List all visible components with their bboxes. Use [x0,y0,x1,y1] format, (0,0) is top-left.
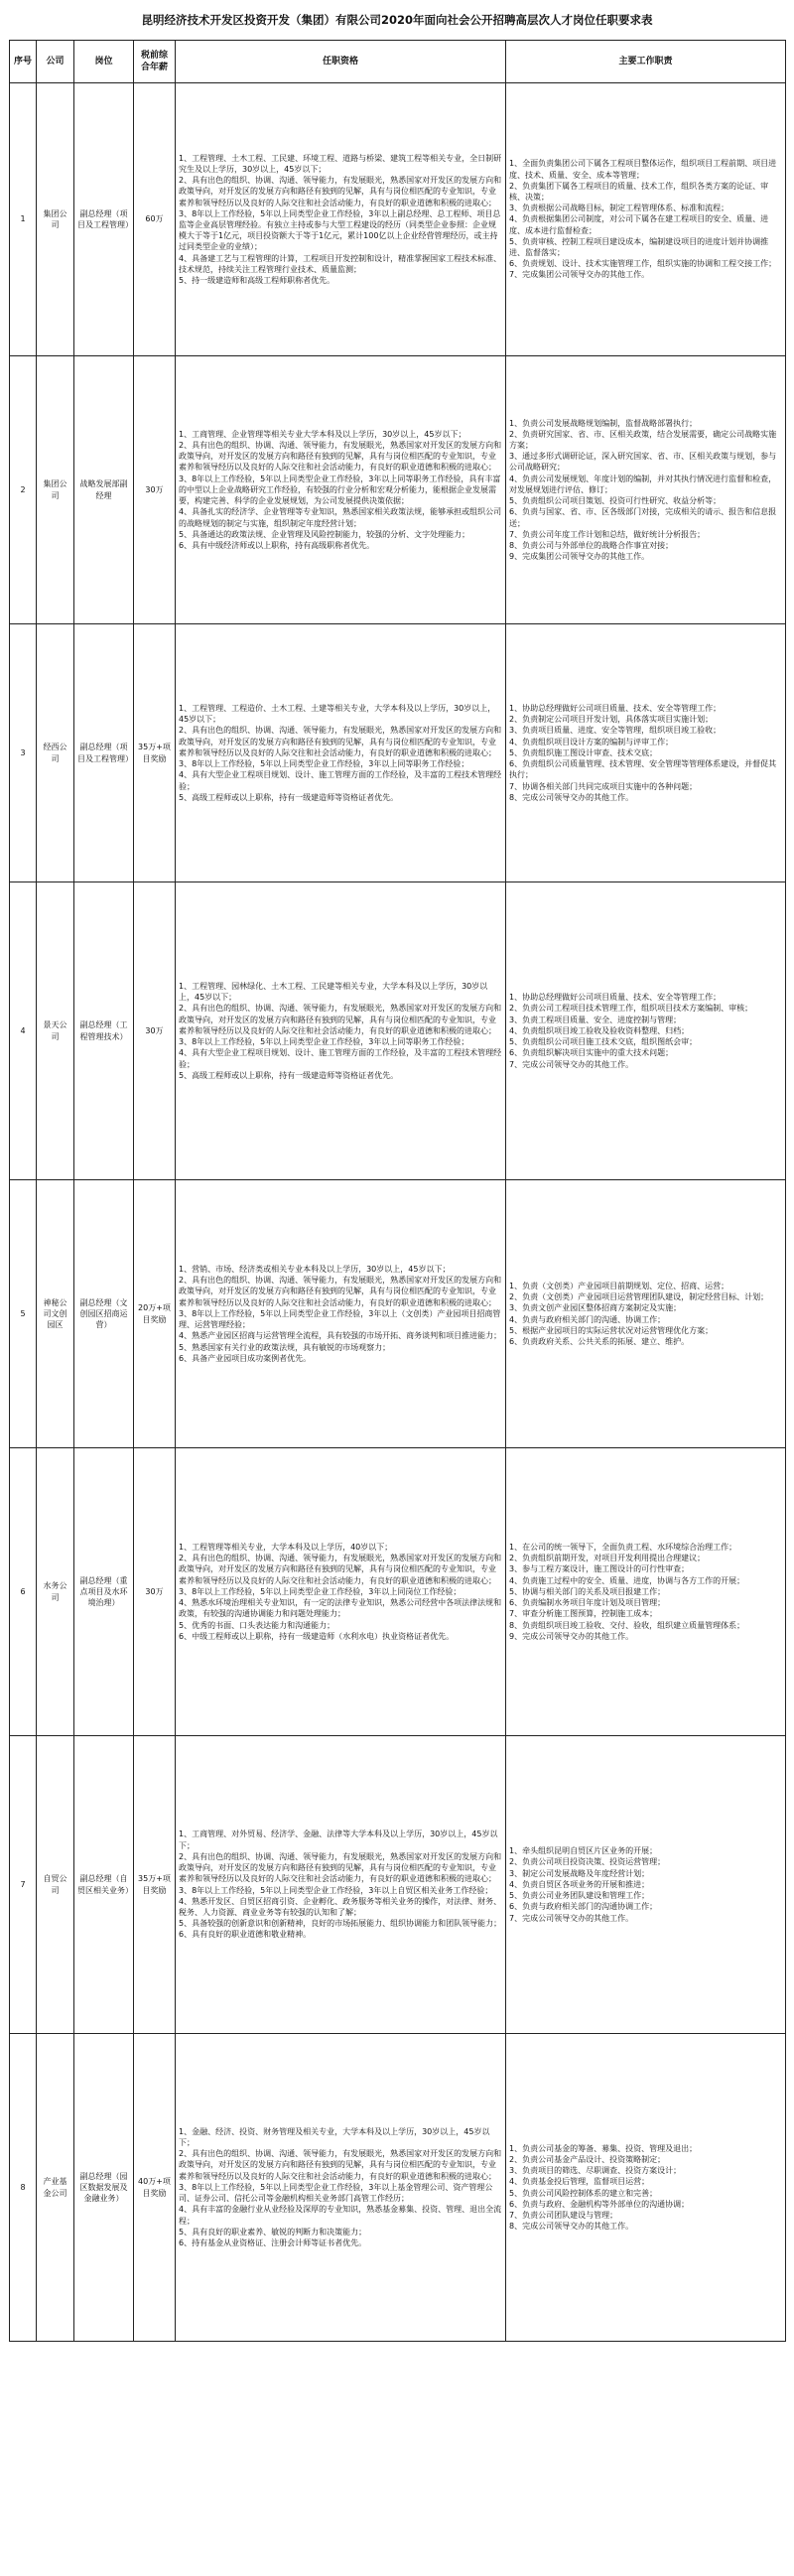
qualification-item: 6、具备产业园项目成功案例者优先。 [179,1353,312,1363]
duty-item: 5、负责公司业务团队建设和管理工作； [509,1891,650,1901]
qualification-item: 5、持一级建造师和高级工程师职称者优先。 [179,276,335,286]
table-body [10,83,786,2342]
qualification-item: 2、具有出色的组织、协调、沟通、领导能力，有发展眼光，熟悉国家对开发区的发展方向和政策导向，对开发区的发展方向和路径有独到的见解，具有与岗位相匹配的专业知识，专业素养和领导经历以及良好的人际交往和社会活动能力，有良好的职业道德和积极的进取心； [179,1004,502,1035]
qualification-item: 4、具有大型企业工程项目规划、设计、施工管理方面的工作经验，及丰富的工程技术管理经验； [179,1048,502,1069]
cell-no: 7 [10,1736,37,2034]
cell-duties [506,2034,786,2342]
duty-item: 1、负责公司发展战略规划编制，监督战略部署执行； [509,418,698,428]
cell-salary: 35万+项目奖励 [134,1736,176,2034]
qualification-item: 4、具备建工艺与工程管理的计算，工程项目开发控制和设计，精准掌握国家工程技术标准、技术规范，持续关注工程管理行业技术、质量监测； [179,253,502,274]
table-row [10,83,786,356]
qualification-item: 1、工程管理、土木工程、工民建、环境工程、道路与桥梁、建筑工程等相关专业，全日制研究生及以上学历，30岁以上，45岁以下； [179,153,502,174]
cell-company: 经西公司 [37,624,74,882]
cell-position: 副总经理（文创园区招商运营） [74,1180,134,1448]
qualification-item: 2、具有出色的组织、协调、沟通、领导能力，有发展眼光，熟悉国家对开发区的发展方向和政策导向，对开发区的发展方向和路径有独到的见解，具有与岗位相匹配的专业知识，专业素养和领导经历以及良好的人际交往和社会活动能力，有良好的职业道德和积极的进取心； [179,441,502,473]
table-row [10,356,786,624]
qualification-item: 4、熟悉水环境治理相关专业知识，有一定的法律专业知识，熟悉公司经营中各项法律法规和政策，有较强的沟通协调能力和问题处理能力； [179,1598,502,1619]
cell-qualifications [176,882,506,1180]
duty-item: 3、负责文创产业园区整体招商方案制定及实施； [509,1303,682,1313]
header-position: 岗位 [74,41,134,83]
qualification-item: 6、中级工程师或以上职称，持有一级建造师（水利水电）执业资格证者优先。 [179,1631,455,1641]
qualification-item: 5、优秀的书面、口头表达能力和沟通能力； [179,1620,335,1630]
cell-position: 副总经理（项目及工程管理） [74,83,134,356]
cell-salary: 60万 [134,83,176,356]
duty-item: 2、负责集团下属各工程项目的质量、技术工作，组织各类方案的论证、审核、决策； [509,181,769,202]
table-row [10,882,786,1180]
cell-qualifications [176,83,506,356]
cell-no: 6 [10,1448,37,1736]
duty-item: 3、制定公司发展战略及年度经营计划； [509,1868,650,1878]
cell-salary: 30万 [134,882,176,1180]
qualification-item: 3、8年以上工作经验，5年以上同类型企业工作经验，3年以上同等职务工作经验； [179,1037,469,1047]
qualification-item: 1、金融、经济、投资、财务管理及相关专业，大学本科及以上学历，30岁以上，45岁以下； [179,2126,490,2148]
duty-item: 1、协助总经理做好公司项目质量、技术、安全等管理工作； [509,704,722,714]
qualification-item: 5、具有良好的职业素养、敏锐的判断力和决策能力； [179,2227,367,2237]
duty-item: 5、根据产业园项目的实际运营状况对运营管理优化方案； [509,1325,714,1335]
cell-salary: 30万 [134,356,176,624]
header-qualifications: 任职资格 [176,41,506,83]
cell-position: 副总经理（工程管理技术） [74,882,134,1180]
cell-duties [506,882,786,1180]
cell-salary: 30万 [134,1448,176,1736]
qualification-item: 1、营销、市场、经济类或相关专业本科及以上学历，30岁以上，45岁以下； [179,1265,451,1275]
duty-item: 5、协调与相关部门的关系及项目报建工作； [509,1586,666,1596]
duty-item: 3、参与工程方案设计，施工图设计的可行性审查； [509,1564,690,1574]
qualification-item: 6、具有中级经济师或以上职称，持有高级职称者优先。 [179,540,375,550]
duty-item: 6、负责组织解决项目实施中的重大技术问题； [509,1048,674,1058]
qualification-item: 6、具有良好的职业道德和敬业精神。 [179,1930,312,1940]
table-row [10,2034,786,2342]
cell-company: 水务公司 [37,1448,74,1736]
duty-item: 3、负责项目质量、进度、安全等管理，组织项目竣工验收； [509,726,722,736]
cell-no: 4 [10,882,37,1180]
qualification-item: 2、具有出色的组织、协调、沟通、领导能力，有发展眼光，熟悉国家对开发区的发展方向和政策导向，对开发区的发展方向和路径有独到的见解，具有与岗位相匹配的专业知识，专业素养和领导经历以及良好的人际交往和社会活动能力，有良好的职业道德和积极的进取心； [179,726,502,757]
cell-position: 副总经理（重点项目及水环境治理） [74,1448,134,1736]
qualification-item: 2、具有出色的组织、协调、沟通、领导能力，有发展眼光，熟悉国家对开发区的发展方向和政策导向，对开发区的发展方向和路径有独到的见解，具有与岗位相匹配的专业知识，专业素养和领导经历以及良好的人际交往和社会活动能力，有良好的职业道德和积极的进取心； [179,2149,502,2181]
duty-item: 5、负责组织公司项目施工技术交底，组织图纸会审； [509,1037,698,1047]
duty-item: 1、负责（文创类）产业园项目前期规划、定位、招商、运营； [509,1281,729,1290]
duty-item: 2、负责公司基金产品设计、投资策略制定； [509,2154,666,2164]
duty-item: 5、负责公司风险控制体系的建立和完善； [509,2188,658,2198]
duty-item: 7、负责公司团队建设与管理； [509,2210,618,2220]
cell-salary: 20万+项目奖励 [134,1180,176,1448]
duty-item: 8、完成公司领导交办的其他工作。 [509,2222,634,2232]
duty-item: 2、负责（文创类）产业园项目运营管理团队建设，制定经营目标、计划； [509,1292,769,1302]
duty-item: 6、负责编制水务项目年度计划及项目管理； [509,1598,666,1608]
cell-company: 景天公司 [37,882,74,1180]
qualification-item: 5、具备通达的政策法规、企业管理及风险控制能力，较强的分析、文字处理能力； [179,529,470,539]
qualification-item: 3、8年以上工作经验，5年以上同类型企业工作经验，3年以上（文创类）产业园项目招商管理、运营管理经验； [179,1308,501,1330]
cell-company: 集团公司 [37,356,74,624]
cell-qualifications [176,1180,506,1448]
duty-item: 3、通过多形式调研论证，深入研究国家、省、市、区相关政策与规划，参与公司战略研究； [509,452,777,473]
cell-no: 3 [10,624,37,882]
duty-item: 2、负责组织前期开发，对项目开发利用提出合理建议； [509,1554,706,1563]
qualification-item: 3、8年以上工作经验，5年以上同类型企业工作经验，3年以上同等职务工作经验； [179,759,469,769]
duty-item: 4、负责施工过程中的安全、质量、进度，协调与各方工作的开展； [509,1575,745,1585]
duty-item: 6、负责组织公司质量管理、技术管理、安全管理等管理体系建设，并督促其执行； [509,759,777,780]
page-title: 昆明经济技术开发区投资开发（集团）有限公司2020年面向社会公开招聘高层次人才岗位任职要求表 [141,13,653,27]
duty-item: 1、协助总经理做好公司项目质量、技术、安全等管理工作； [509,993,722,1003]
cell-qualifications [176,624,506,882]
qualification-item: 1、工商管理、对外贸易、经济学、金融、法律等大学本科及以上学历，30岁以上，45岁以下； [179,1830,498,1850]
cell-position: 副总经理（项目及工程管理） [74,624,134,882]
qualification-item: 2、具有出色的组织、协调、沟通、领导能力，有发展眼光，熟悉国家对开发区的发展方向和政策导向，对开发区的发展方向和路径有独到的见解，具有与岗位相匹配的专业知识，专业素养和领导经历以及良好的人际交往和社会活动能力，有良好的职业道德和积极的进取心； [179,176,502,207]
duty-item: 8、负责公司与外部单位的战略合作事宜对接； [509,540,674,550]
duty-item: 4、负责与政府相关部门的沟通、协调工作； [509,1314,666,1324]
duty-item: 5、负责组织公司项目策划、投资可行性研究、收益分析等； [509,496,722,506]
requirements-table [9,40,786,2342]
cell-position: 副总经理（园区数据发展及金融业务） [74,2034,134,2342]
duty-item: 3、负责工程项目质量、安全、进度控制与管理； [509,1015,682,1024]
duty-item: 6、负责与政府、金融机构等外部单位的沟通协调； [509,2199,690,2209]
duty-item: 6、负责与政府相关部门的沟通协调工作； [509,1902,658,1912]
duty-item: 3、负责根据公司战略目标，制定工程管理体系、标准和流程； [509,203,729,213]
duty-item: 8、完成公司领导交办的其他工作。 [509,792,634,802]
duty-item: 3、负责项目的筛选、尽职调查、投资方案设计； [509,2166,682,2176]
duty-item: 1、牵头组织昆明自贸区片区业务的开展； [509,1846,658,1856]
cell-duties [506,83,786,356]
qualification-item: 3、8年以上工作经验，5年以上同类型企业工作经验，3年以上自贸区相关业务工作经验； [179,1885,493,1895]
table-row [10,1448,786,1736]
duty-item: 5、负责组织施工图设计审查、技术交底； [509,747,658,757]
cell-salary: 40万+项目奖励 [134,2034,176,2342]
duty-item: 7、完成集团公司领导交办的其他工作。 [509,270,650,280]
qualification-item: 1、工程管理等相关专业，大学本科及以上学历，40岁以下； [179,1543,393,1553]
qualification-item: 2、具有出色的组织、协调、沟通、领导能力，有发展眼光，熟悉国家对开发区的发展方向和政策导向，对开发区的发展方向和路径有独到的见解，具有与岗位相匹配的专业知识，专业素养和领导经历以及良好的人际交往和社会活动能力，有良好的职业道德和积极的进取心； [179,1554,502,1585]
duty-item: 4、负责组织项目设计方案的编制与评审工作； [509,737,674,746]
cell-no: 5 [10,1180,37,1448]
cell-qualifications [176,1448,506,1736]
cell-duties [506,1448,786,1736]
header-duties: 主要工作职责 [506,41,786,83]
duty-item: 8、负责组织项目竣工验收、交付、验收，组织建立质量管理体系； [509,1620,745,1630]
header-salary: 税前综合年薪 [134,41,176,83]
qualification-item: 3、8年以上工作经验，5年以上同类型企业工作经验，3年以上同岗位工作经验； [179,1586,462,1596]
cell-duties [506,1180,786,1448]
table-row [10,1736,786,2034]
qualification-item: 5、高级工程师或以上职称，持有一级建造师等资格证者优先。 [179,792,399,802]
header-no: 序号 [10,41,37,83]
header-company: 公司 [37,41,74,83]
cell-no: 1 [10,83,37,356]
duty-item: 4、负责基金投后管理，监督项目运营； [509,2177,650,2187]
table-row [10,1180,786,1448]
duty-item: 6、负责与国家、省、市、区各级部门对接，完成相关的请示、报告和信息报送； [509,507,777,528]
cell-qualifications [176,1736,506,2034]
qualification-item: 3、8年以上工作经验，5年以上同类型企业工作经验，3年以上基金管理公司、资产管理公司、证券公司、信托公司等金融机构相关业务部门高管工作经历； [179,2182,493,2204]
cell-no: 8 [10,2034,37,2342]
duty-item: 4、负责自贸区各项业务的开展和推进； [509,1879,650,1889]
duty-item: 2、负责制定公司项目开发计划，具体落实项目实施计划； [509,715,714,725]
qualification-item: 2、具有出色的组织、协调、沟通、领导能力，有发展眼光，熟悉国家对开发区的发展方向和政策导向，对开发区的发展方向和路径有独到的见解，具有与岗位相匹配的专业知识，专业素养和领导经历以及良好的人际交往和社会活动能力，有良好的职业道德和积极的进取心； [179,1851,502,1884]
qualification-item: 2、具有出色的组织、协调、沟通、领导能力，有发展眼光，熟悉国家对开发区的发展方向和政策导向，对开发区的发展方向和路径有独到的见解，具有与岗位相匹配的专业知识，专业素养和领导经历以及良好的人际交往和社会活动能力，有良好的职业道德和积极的进取心； [179,1276,502,1307]
duty-item: 6、负责政府关系、公共关系的拓展、建立、维护。 [509,1336,690,1346]
cell-duties [506,624,786,882]
qualification-item: 3、8年以上工作经验，5年以上同类型企业工作经验，3年以上同等职务工作经验，具有丰富的中型以上企业战略研究工作经验，有较强的行业分析和宏观分析能力，能根据企业发展需要，构建完善、科学的企业发展规划，为公司发展提供决策依据； [179,474,501,506]
table-row [10,624,786,882]
qualification-item: 5、高级工程师或以上职称，持有一级建造师等资格证者优先。 [179,1070,399,1080]
qualification-item: 4、熟悉开发区、自贸区招商引资、企业孵化、政务服务等相关业务的操作，对法律、财务、税务、人力资源、商业业务等有较强的认知和了解； [179,1896,502,1917]
cell-company: 自贸公司 [37,1736,74,2034]
qualification-item: 1、工程管理、园林绿化、土木工程、工民建等相关专业，大学本科及以上学历，30岁以上，45岁以下； [179,982,488,1003]
cell-no: 2 [10,356,37,624]
duty-item: 4、负责组织项目竣工验收及验收资料整理、归档； [509,1025,690,1035]
cell-duties [506,356,786,624]
duty-item: 9、完成集团公司领导交办的其他工作。 [509,552,650,562]
cell-position: 副总经理（自贸区相关业务） [74,1736,134,2034]
duty-item: 7、审查分析施工图预算，控制施工成本； [509,1609,658,1619]
qualification-item: 4、熟悉产业园区招商与运营管理全流程，具有较强的市场开拓、商务谈判和项目推进能力； [179,1331,502,1341]
header-row [10,41,786,83]
qualification-item: 4、具备扎实的经济学、企业管理等专业知识，熟悉国家相关政策法规，能够承担或组织公司的战略规划的制定与实施，组织制定年度经营计划； [179,507,502,528]
qualification-item: 3、8年以上工作经验，5年以上同类型企业工作经验，3年以上副总经理、总工程师、项目总监等企业高层管理经验。有独立主持或参与大型工程建设的经历（同类型企业参照：企业规模大于等于1亿元，项目投资额大于等于1亿元，累计100亿以上企业经营管理经历，或主持过同类型企业的业绩）； [179,208,501,252]
qualification-item: 4、具有丰富的金融行业从业经验及深厚的专业知识，熟悉基金募集、投资、管理、退出全流程； [179,2205,502,2226]
duty-item: 2、负责公司工程项目技术管理工作，组织项目技术方案编制、审核； [509,1004,753,1014]
duty-item: 7、完成公司领导交办的其他工作。 [509,1913,634,1923]
duty-item: 7、完成公司领导交办的其他工作。 [509,1059,634,1069]
duty-item: 9、完成公司领导交办的其他工作。 [509,1631,634,1641]
qualification-item: 5、熟悉国家有关行业的政策法规，具有敏锐的市场观察力； [179,1342,391,1352]
duty-item: 4、负责根据集团公司制度，对公司下属各在建工程项目的安全、质量、进度、成本进行监督检查； [509,214,769,235]
cell-company: 神秘公司文创园区 [37,1180,74,1448]
cell-qualifications [176,356,506,624]
cell-company: 产业基金公司 [37,2034,74,2342]
cell-qualifications [176,2034,506,2342]
cell-position: 战略发展部副经理 [74,356,134,624]
qualification-item: 4、具有大型企业工程项目规划、设计、施工管理方面的工作经验，及丰富的工程技术管理经验； [179,770,502,791]
duty-item: 2、负责公司项目投资决策、投资运营管理； [509,1857,666,1867]
qualification-item: 5、具备较强的创新意识和创新精神，良好的市场拓展能力、组织协调能力和团队领导能力； [179,1919,502,1929]
duty-item: 1、全面负责集团公司下属各工程项目整体运作，组织项目工程前期、项目进度、技术、质量、安全、成本等管理； [509,159,777,180]
duty-item: 1、在公司的统一领导下，全面负责工程、水环境综合治理工作； [509,1543,737,1553]
duty-item: 1、负责公司基金的筹备、募集、投资、管理及退出； [509,2143,698,2153]
duty-item: 6、负责规划、设计、技术实施管理工作，组织实施的协调和工程交接工作； [509,259,777,269]
qualification-item: 6、持有基金从业资格证、注册会计师等证书者优先。 [179,2237,367,2247]
qualification-item: 1、工商管理、企业管理等相关专业大学本科及以上学历，30岁以上，45岁以下； [179,429,466,439]
qualification-item: 1、工程管理、工程造价、土木工程、土建等相关专业，大学本科及以上学历，30岁以上，45岁以下； [179,704,496,725]
duty-item: 7、负责公司年度工作计划和总结，做好统计分析报告； [509,529,706,539]
duty-item: 2、负责研究国家、省、市、区相关政策，结合发展需要，确定公司战略实施方案； [509,429,777,451]
duty-item: 7、协调各相关部门共同完成项目实施中的各种问题； [509,781,698,791]
cell-salary: 35万+项目奖励 [134,624,176,882]
cell-duties [506,1736,786,2034]
duty-item: 5、负责审核、控制工程项目建设成本，编制建设项目的进度计划并协调推进、监督落实； [509,236,769,257]
cell-company: 集团公司 [37,83,74,356]
duty-item: 4、负责公司发展规划、年度计划的编制，并对其执行情况进行监督和检查，对发展规划进行评估、修订； [509,474,777,494]
